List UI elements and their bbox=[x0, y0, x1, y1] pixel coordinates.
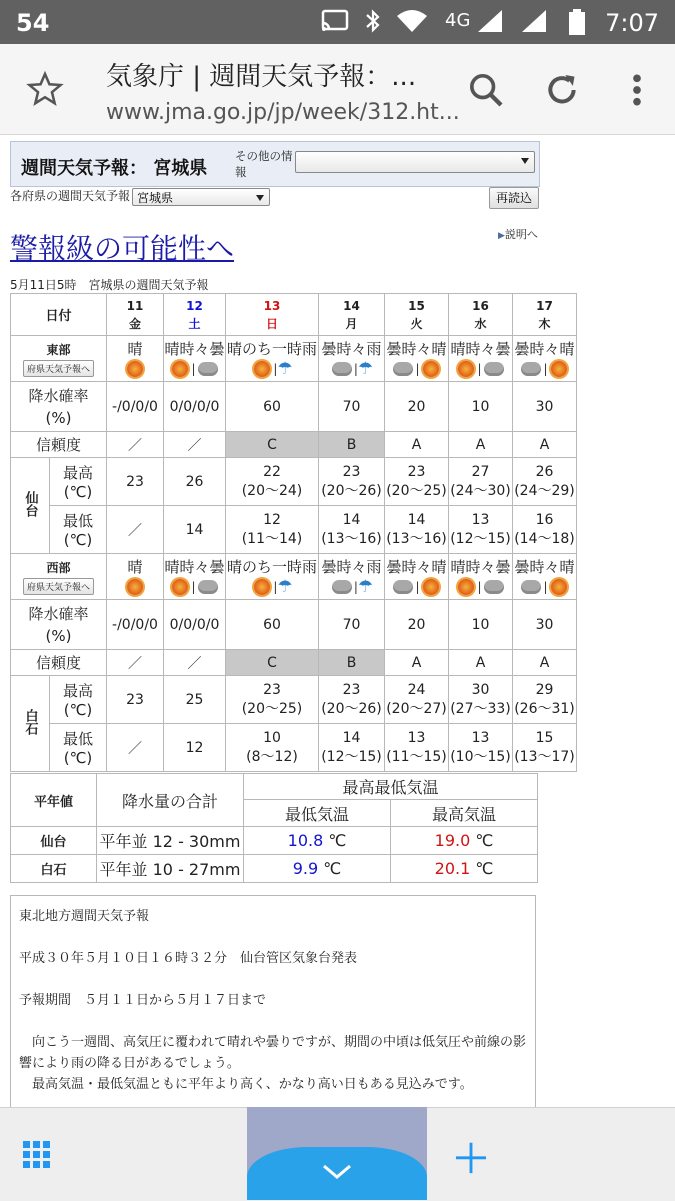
day-header bbox=[319, 294, 385, 336]
pop-value: 0/0/0/0 bbox=[164, 600, 226, 650]
normals-precip: 平年並 12 - 30mm bbox=[97, 827, 244, 855]
weather-text: 曇時々晴 bbox=[514, 340, 575, 358]
icon-separator: | bbox=[191, 362, 196, 376]
normals-title: 平年値 bbox=[11, 774, 97, 827]
min-temp-range: (12〜15) bbox=[321, 748, 382, 765]
pop-label: 降水確率 bbox=[28, 604, 89, 623]
pref-select[interactable] bbox=[132, 188, 270, 206]
pop-value: 60 bbox=[226, 382, 319, 432]
weather-cell bbox=[385, 336, 449, 382]
reliability-label: 信頼度 bbox=[11, 432, 107, 458]
icon-separator: | bbox=[415, 580, 420, 594]
max-temp-cell bbox=[319, 458, 385, 506]
pref-select-value: 宮城県 bbox=[137, 191, 174, 205]
cloud-icon bbox=[393, 580, 413, 594]
max-temp: 26 bbox=[535, 463, 554, 480]
regional-title: 東北地方週間天気予報 bbox=[19, 909, 150, 924]
normals-min: 9.9 bbox=[292, 859, 319, 878]
normals-precip: 平年並 10 - 27mm bbox=[97, 855, 244, 883]
signal-icon-2 bbox=[520, 8, 548, 38]
menu-icon[interactable] bbox=[622, 70, 652, 114]
max-temp-label: 最高(℃) bbox=[50, 458, 107, 506]
browser-toolbar bbox=[0, 44, 675, 135]
icon-separator: | bbox=[543, 580, 548, 594]
sun-icon bbox=[423, 361, 439, 377]
max-temp-cell bbox=[107, 458, 164, 506]
weather-cell bbox=[226, 554, 319, 600]
normals-min-cell bbox=[244, 827, 391, 855]
max-temp-range: (24〜30) bbox=[450, 482, 511, 499]
pop-label-cell bbox=[11, 382, 107, 432]
tab-preview[interactable] bbox=[247, 1107, 427, 1200]
weather-icons bbox=[107, 359, 163, 379]
bluetooth-icon bbox=[364, 8, 382, 38]
weather-text: 晴のち一時雨 bbox=[226, 558, 317, 576]
max-temp-cell bbox=[319, 676, 385, 724]
bookmark-star-icon[interactable] bbox=[26, 70, 64, 112]
umbrella-icon: ☂ bbox=[357, 577, 374, 597]
reliability-value: A bbox=[449, 432, 513, 458]
sun-icon bbox=[254, 361, 270, 377]
max-temp-cell bbox=[164, 676, 226, 724]
weather-icons bbox=[164, 577, 225, 597]
pop-value: -/0/0/0 bbox=[107, 382, 164, 432]
url-bar[interactable]: www.jma.go.jp/jp/week/312.ht... bbox=[106, 100, 460, 125]
warning-link[interactable]: 警報級の可能性へ bbox=[10, 232, 235, 265]
signal-icon bbox=[476, 8, 504, 38]
regional-body-2: 最高気温・最低気温ともに平年より高く、かなり高い日もある見込みです。 bbox=[19, 1077, 473, 1092]
weather-text: 晴時々曇 bbox=[164, 340, 225, 358]
normals-max: 19.0 bbox=[434, 831, 471, 850]
cloud-icon bbox=[198, 580, 218, 594]
sun-icon bbox=[551, 579, 567, 595]
pop-value: 20 bbox=[385, 600, 449, 650]
weather-text: 晴時々曇 bbox=[450, 558, 511, 576]
pop-value: -/0/0/0 bbox=[107, 600, 164, 650]
pop-value: 10 bbox=[449, 600, 513, 650]
min-temp-range: (10〜15) bbox=[450, 748, 511, 765]
city-label: 仙台 bbox=[22, 490, 38, 517]
other-info-label: その他の情報 bbox=[235, 149, 293, 179]
pop-label: 降水確率 bbox=[28, 386, 89, 405]
cloud-icon bbox=[521, 580, 541, 594]
icon-separator: | bbox=[477, 362, 482, 376]
max-temp-cell bbox=[226, 676, 319, 724]
weather-icons bbox=[164, 359, 225, 379]
weather-icons bbox=[513, 359, 576, 379]
day-of-week: 木 bbox=[538, 316, 551, 331]
min-temp-range: (8〜12) bbox=[246, 748, 298, 765]
max-temp-cell bbox=[449, 458, 513, 506]
unit: ℃ bbox=[323, 859, 342, 878]
min-temp: 12 bbox=[185, 739, 204, 756]
normals-min: 10.8 bbox=[287, 831, 324, 850]
weather-text: 晴 bbox=[127, 558, 143, 576]
day-header bbox=[513, 294, 577, 336]
cloud-icon bbox=[521, 362, 541, 376]
min-temp: 14 bbox=[342, 511, 361, 528]
search-icon[interactable] bbox=[466, 70, 506, 114]
max-temp-cell bbox=[107, 676, 164, 724]
region-name: 東部 bbox=[46, 342, 71, 357]
sun-icon bbox=[254, 579, 270, 595]
pop-label-cell bbox=[11, 600, 107, 650]
max-temp-cell bbox=[449, 676, 513, 724]
day-date: 14 bbox=[343, 298, 360, 313]
pref-forecast-button[interactable]: 府県天気予報へ bbox=[23, 360, 94, 377]
day-header bbox=[226, 294, 319, 336]
weather-text: 曇時々晴 bbox=[386, 340, 447, 358]
max-temp-range: (20〜26) bbox=[321, 700, 382, 717]
min-temp-range: (13〜16) bbox=[386, 530, 447, 547]
min-temp-cell bbox=[513, 724, 577, 772]
day-date: 11 bbox=[126, 298, 144, 313]
min-temp-cell bbox=[513, 506, 577, 554]
min-temp-range: (11〜15) bbox=[386, 748, 447, 765]
weather-cell bbox=[385, 554, 449, 600]
reliability-value: ／ bbox=[107, 432, 164, 458]
weather-text: 曇時々晴 bbox=[514, 558, 575, 576]
weather-icons bbox=[226, 359, 318, 379]
reload-icon[interactable] bbox=[542, 70, 582, 114]
max-temp: 23 bbox=[263, 681, 281, 698]
max-temp: 23 bbox=[342, 681, 361, 698]
region-cell bbox=[11, 336, 107, 382]
normals-table bbox=[10, 773, 538, 883]
min-temp-cell bbox=[164, 724, 226, 772]
min-temp-range: (13〜17) bbox=[514, 748, 575, 765]
day-date: 12 bbox=[186, 298, 203, 313]
other-info-select[interactable] bbox=[295, 151, 535, 173]
weather-icons bbox=[385, 577, 448, 597]
reliability-value: C bbox=[226, 432, 319, 458]
unit: ℃ bbox=[475, 831, 494, 850]
max-temp: 23 bbox=[407, 463, 426, 480]
weather-cell bbox=[226, 336, 319, 382]
day-date: 16 bbox=[472, 298, 489, 313]
min-temp-range: (13〜16) bbox=[321, 530, 382, 547]
reliability-value: ／ bbox=[164, 432, 226, 458]
wifi-icon bbox=[395, 8, 429, 38]
cloud-icon bbox=[484, 580, 504, 594]
max-temp-cell bbox=[513, 676, 577, 724]
umbrella-icon: ☂ bbox=[277, 359, 293, 379]
max-temp-range: (20〜25) bbox=[241, 700, 303, 717]
max-temp-cell bbox=[513, 458, 577, 506]
max-temp: 25 bbox=[185, 691, 204, 708]
day-of-week: 月 bbox=[345, 316, 358, 331]
umbrella-icon: ☂ bbox=[277, 577, 293, 597]
sun-icon bbox=[127, 361, 143, 377]
min-temp-range: (12〜15) bbox=[450, 530, 511, 547]
max-temp-cell bbox=[385, 676, 449, 724]
normals-min-cell bbox=[244, 855, 391, 883]
pop-unit: (%) bbox=[45, 408, 72, 427]
min-temp-cell bbox=[226, 506, 319, 554]
cloud-icon bbox=[332, 580, 352, 594]
max-temp-header: 最高気温 bbox=[391, 800, 538, 827]
reliability-value: ／ bbox=[107, 650, 164, 676]
umbrella-icon: ☂ bbox=[357, 359, 374, 379]
day-date: 15 bbox=[408, 298, 425, 313]
reload-button[interactable]: 再読込 bbox=[489, 187, 539, 209]
max-temp-range: (20〜27) bbox=[386, 700, 447, 717]
max-temp: 24 bbox=[407, 681, 426, 698]
weather-icons bbox=[319, 359, 384, 379]
sun-icon bbox=[172, 579, 188, 595]
min-temp-label: 最低(℃) bbox=[50, 506, 107, 554]
min-temp-header: 最低気温 bbox=[244, 800, 391, 827]
reliability-label: 信頼度 bbox=[11, 650, 107, 676]
normals-max-cell bbox=[391, 855, 538, 883]
pop-value: 70 bbox=[319, 600, 385, 650]
weather-icons bbox=[107, 577, 163, 597]
day-of-week: 金 bbox=[128, 316, 141, 331]
weather-text: 晴 bbox=[127, 340, 143, 358]
weather-cell bbox=[164, 336, 226, 382]
min-temp-cell bbox=[164, 506, 226, 554]
weather-cell bbox=[107, 554, 164, 600]
min-temp-cell bbox=[226, 724, 319, 772]
reliability-value: A bbox=[449, 650, 513, 676]
battery-icon bbox=[568, 8, 586, 40]
sun-icon bbox=[458, 361, 474, 377]
weather-icons bbox=[449, 577, 512, 597]
city-name bbox=[11, 676, 50, 772]
issued-time: 5月11日5時 宮城県の週間天気予報 bbox=[10, 278, 209, 292]
min-temp: 13 bbox=[471, 511, 490, 528]
forecast-header bbox=[10, 141, 540, 187]
icon-separator: | bbox=[353, 362, 358, 376]
min-temp-range: (11〜14) bbox=[241, 530, 303, 547]
cloud-icon bbox=[332, 362, 352, 376]
cloud-icon bbox=[198, 362, 218, 376]
normals-city: 白石 bbox=[11, 855, 97, 883]
min-temp: 13 bbox=[407, 729, 426, 746]
normals-max-cell bbox=[391, 827, 538, 855]
weather-cell bbox=[449, 554, 513, 600]
weather-icons bbox=[226, 577, 318, 597]
cast-icon bbox=[320, 8, 350, 38]
weather-cell bbox=[319, 336, 385, 382]
arrow-icon: ▶ bbox=[498, 231, 505, 241]
day-of-week: 日 bbox=[265, 316, 278, 331]
max-temp-range: (27〜33) bbox=[450, 700, 511, 717]
min-temp: ／ bbox=[128, 740, 142, 757]
web-page bbox=[0, 135, 675, 1107]
weather-text: 晴時々曇 bbox=[450, 340, 511, 358]
min-temp: 10 bbox=[263, 729, 281, 746]
day-of-week: 水 bbox=[474, 316, 487, 331]
reliability-value: A bbox=[385, 650, 449, 676]
min-temp-cell bbox=[107, 506, 164, 554]
day-header bbox=[107, 294, 164, 336]
sun-icon bbox=[551, 361, 567, 377]
regional-body-1: 向こう一週間、高気圧に覆われて晴れや曇りですが、期間の中頃は低気圧や前線の影響により雨の降る日があるでしょう。 bbox=[19, 1035, 527, 1071]
max-temp-range: (20〜24) bbox=[241, 482, 303, 499]
chevron-down-icon bbox=[521, 158, 529, 164]
max-temp: 29 bbox=[535, 681, 554, 698]
date-header: 日付 bbox=[11, 294, 107, 336]
min-temp: 14 bbox=[342, 729, 361, 746]
weather-text: 曇時々雨 bbox=[321, 558, 382, 576]
weekly-forecast-table bbox=[10, 293, 577, 772]
clock: 7:07 bbox=[605, 9, 659, 37]
reliability-value: ／ bbox=[164, 650, 226, 676]
max-temp: 23 bbox=[126, 691, 144, 708]
chevron-down-icon bbox=[256, 195, 264, 201]
min-temp-cell bbox=[449, 724, 513, 772]
min-temp-cell bbox=[107, 724, 164, 772]
weather-cell bbox=[319, 554, 385, 600]
sun-icon bbox=[127, 579, 143, 595]
region-name: 西部 bbox=[46, 560, 71, 575]
icon-separator: | bbox=[477, 580, 482, 594]
min-temp-cell bbox=[385, 724, 449, 772]
reliability-value: A bbox=[513, 432, 577, 458]
pop-value: 30 bbox=[513, 382, 577, 432]
pop-unit: (%) bbox=[45, 626, 72, 645]
regional-issued: 平成３０年５月１０日１６時３２分 仙台管区気象台発表 bbox=[19, 951, 358, 966]
regional-period: 予報期間 ５月１１日から５月１７日まで bbox=[19, 993, 267, 1008]
pop-value: 60 bbox=[226, 600, 319, 650]
temp-header: 最高最低気温 bbox=[244, 774, 538, 800]
reliability-value: C bbox=[226, 650, 319, 676]
pop-value: 70 bbox=[319, 382, 385, 432]
day-header bbox=[385, 294, 449, 336]
max-temp-label: 最高(℃) bbox=[50, 676, 107, 724]
status-bar bbox=[0, 0, 675, 44]
day-header bbox=[164, 294, 226, 336]
explanation-link-label: 説明へ bbox=[504, 228, 538, 241]
pop-value: 20 bbox=[385, 382, 449, 432]
max-temp-cell bbox=[385, 458, 449, 506]
day-date: 17 bbox=[536, 298, 553, 313]
min-temp: 12 bbox=[263, 511, 281, 528]
forecast-title: 週間天気予報： 宮城県 bbox=[21, 158, 208, 179]
sun-icon bbox=[172, 361, 188, 377]
day-of-week: 土 bbox=[188, 316, 201, 331]
cloud-icon bbox=[393, 362, 413, 376]
weather-text: 晴時々曇 bbox=[164, 558, 225, 576]
max-temp-range: (20〜25) bbox=[386, 482, 447, 499]
weather-cell bbox=[513, 554, 577, 600]
normals-city: 仙台 bbox=[11, 827, 97, 855]
min-temp-cell bbox=[449, 506, 513, 554]
tabs-grid-icon[interactable] bbox=[22, 1140, 52, 1174]
min-temp-cell bbox=[319, 724, 385, 772]
status-left-number: 54 bbox=[16, 9, 50, 37]
max-temp: 30 bbox=[471, 681, 490, 698]
reliability-value: A bbox=[385, 432, 449, 458]
pref-label: 各府県の週間天気予報 bbox=[10, 189, 131, 203]
icon-separator: | bbox=[191, 580, 196, 594]
day-header bbox=[449, 294, 513, 336]
min-temp: 14 bbox=[407, 511, 426, 528]
day-of-week: 火 bbox=[410, 316, 423, 331]
reliability-value: B bbox=[319, 650, 385, 676]
min-temp: ／ bbox=[128, 522, 142, 539]
cloud-icon bbox=[484, 362, 504, 376]
icon-separator: | bbox=[273, 580, 278, 594]
weather-cell bbox=[164, 554, 226, 600]
regional-forecast-text bbox=[10, 895, 536, 1107]
weather-text: 晴のち一時雨 bbox=[226, 340, 317, 358]
max-temp: 23 bbox=[126, 473, 144, 490]
weather-cell bbox=[107, 336, 164, 382]
max-temp: 26 bbox=[185, 473, 204, 490]
reliability-value: B bbox=[319, 432, 385, 458]
max-temp-range: (24〜29) bbox=[514, 482, 575, 499]
weather-icons bbox=[319, 577, 384, 597]
city-label: 白石 bbox=[22, 708, 38, 735]
min-temp: 14 bbox=[185, 521, 204, 538]
icon-separator: | bbox=[543, 362, 548, 376]
sun-icon bbox=[423, 579, 439, 595]
weather-icons bbox=[449, 359, 512, 379]
max-temp-cell bbox=[164, 458, 226, 506]
max-temp-range: (26〜31) bbox=[514, 700, 575, 717]
pop-value: 30 bbox=[513, 600, 577, 650]
max-temp: 23 bbox=[342, 463, 361, 480]
normals-max: 20.1 bbox=[434, 859, 471, 878]
unit: ℃ bbox=[328, 831, 347, 850]
max-temp-cell bbox=[226, 458, 319, 506]
min-temp: 13 bbox=[471, 729, 490, 746]
min-temp-label: 最低(℃) bbox=[50, 724, 107, 772]
pop-value: 0/0/0/0 bbox=[164, 382, 226, 432]
city-name bbox=[11, 458, 50, 554]
icon-separator: | bbox=[353, 580, 358, 594]
pop-value: 10 bbox=[449, 382, 513, 432]
min-temp: 15 bbox=[535, 729, 554, 746]
chevron-down-icon[interactable] bbox=[321, 1155, 353, 1190]
weather-icons bbox=[385, 359, 448, 379]
max-temp-range: (20〜26) bbox=[321, 482, 382, 499]
min-temp: 16 bbox=[535, 511, 554, 528]
reliability-value: A bbox=[513, 650, 577, 676]
weather-cell bbox=[513, 336, 577, 382]
day-date: 13 bbox=[263, 298, 281, 313]
new-tab-plus-icon[interactable]: ＋ bbox=[452, 1137, 491, 1181]
explanation-link[interactable] bbox=[498, 226, 538, 242]
min-temp-cell bbox=[319, 506, 385, 554]
weather-text: 曇時々晴 bbox=[386, 558, 447, 576]
weather-icons bbox=[513, 577, 576, 597]
page-title[interactable]: 気象庁 | 週間天気予報：... bbox=[106, 62, 417, 92]
min-temp-range: (14〜18) bbox=[514, 530, 575, 547]
weather-text: 曇時々雨 bbox=[321, 340, 382, 358]
icon-separator: | bbox=[273, 362, 278, 376]
min-temp-cell bbox=[385, 506, 449, 554]
weather-cell bbox=[449, 336, 513, 382]
icon-separator: | bbox=[415, 362, 420, 376]
precip-header: 降水量の合計 bbox=[97, 774, 244, 827]
pref-forecast-button[interactable]: 府県天気予報へ bbox=[23, 578, 94, 595]
unit: ℃ bbox=[475, 859, 494, 878]
region-cell bbox=[11, 554, 107, 600]
network-type: 4G bbox=[445, 10, 471, 31]
max-temp: 22 bbox=[263, 463, 281, 480]
max-temp: 27 bbox=[471, 463, 490, 480]
sun-icon bbox=[458, 579, 474, 595]
